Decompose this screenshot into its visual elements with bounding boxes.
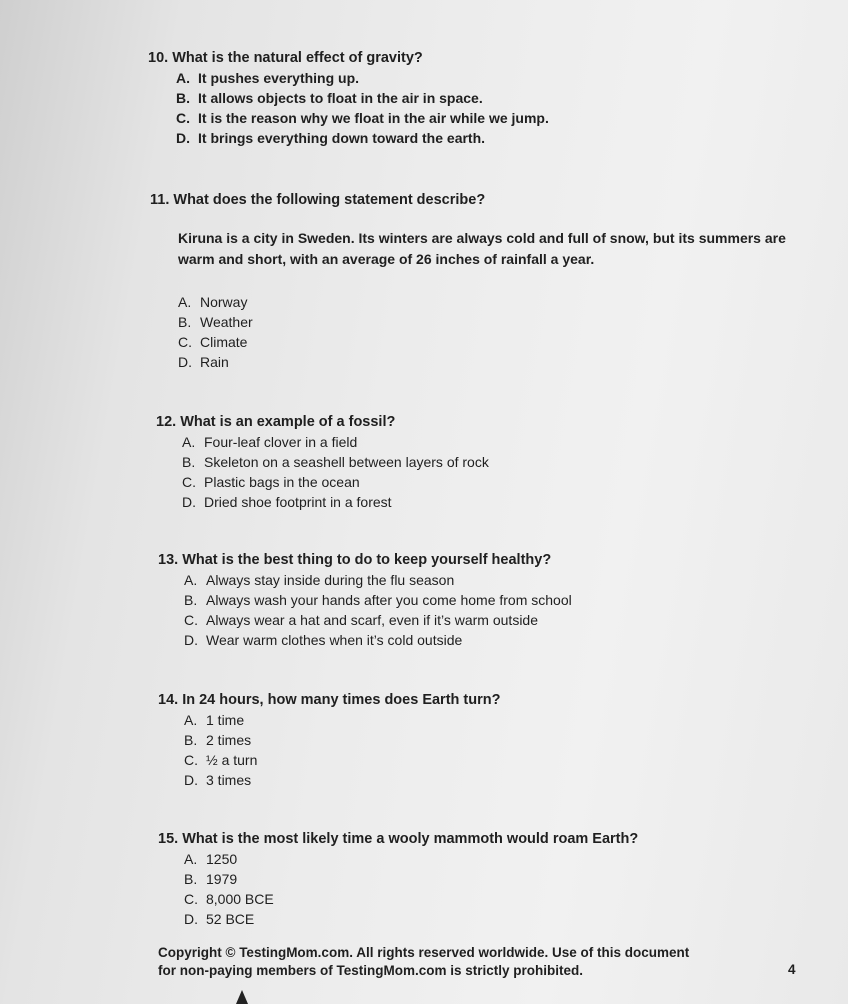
option-a[interactable]: A. 1250 <box>184 851 238 867</box>
option-d[interactable]: D. 52 BCE <box>184 911 255 927</box>
page-number: 4 <box>788 962 796 977</box>
question-15 <box>158 829 638 929</box>
option-a[interactable]: A. Always stay inside during the flu season <box>184 572 455 588</box>
question-number: 13. <box>158 552 179 568</box>
question-12 <box>156 412 489 512</box>
option-c[interactable]: C. It is the reason why we float in the air while we jump. <box>176 110 549 126</box>
question-text: In 24 hours, how many times does Earth turn? <box>182 692 501 708</box>
question-text: What is the best thing to do to keep yourself healthy? <box>182 552 552 568</box>
option-b[interactable]: B. Always wash your hands after you come home from school <box>184 592 572 608</box>
question-number: 15. <box>158 831 179 847</box>
passage <box>178 228 786 270</box>
question-text: What is the most likely time a wooly mammoth would roam Earth? <box>182 831 639 847</box>
option-b[interactable]: B. It allows objects to float in the air in space. <box>176 90 483 106</box>
options-list <box>184 710 500 790</box>
question-number: 11. <box>150 192 170 208</box>
option-a[interactable]: A. Norway <box>178 294 248 310</box>
question-title <box>156 412 489 432</box>
option-a[interactable]: A. Four-leaf clover in a field <box>182 434 358 450</box>
question-text: What is an example of a fossil? <box>180 414 396 430</box>
question-title <box>158 690 500 710</box>
question-text: What does the following statement describe? <box>173 192 486 208</box>
question-10 <box>148 48 549 148</box>
question-text: What is the natural effect of gravity? <box>172 50 423 66</box>
option-a[interactable]: A. It pushes everything up. <box>176 70 360 86</box>
option-b[interactable]: B. Skeleton on a seashell between layers of rock <box>182 454 489 470</box>
option-c[interactable]: C. Always wear a hat and scarf, even if it’s warm outside <box>184 612 539 628</box>
option-d[interactable]: D. It brings everything down toward the earth. <box>176 130 486 146</box>
option-d[interactable]: D. Dried shoe footprint in a forest <box>182 494 392 510</box>
option-c[interactable]: C. Plastic bags in the ocean <box>182 474 360 490</box>
options-list <box>184 570 572 650</box>
copyright-footer <box>158 944 689 980</box>
option-b[interactable]: B. Weather <box>178 314 253 330</box>
question-11 <box>150 190 485 210</box>
question-13 <box>158 550 572 650</box>
question-title <box>150 190 485 210</box>
options-list <box>176 68 549 148</box>
options-list <box>184 849 638 929</box>
options-list <box>182 432 489 512</box>
option-b[interactable]: B. 1979 <box>184 871 238 887</box>
copyright-line-1: Copyright © TestingMom.com. All rights reserved worldwide. Use of this document <box>158 945 690 960</box>
copyright-line-2: for non-paying members of TestingMom.com is strictly prohibited. <box>158 963 584 978</box>
question-14 <box>158 690 500 790</box>
option-d[interactable]: D. 3 times <box>184 772 252 788</box>
question-number: 14. <box>158 692 179 708</box>
passage-line-2: warm and short, with an average of 26 inches of rainfall a year. <box>178 251 595 267</box>
triangle-mark-icon <box>236 990 248 1004</box>
question-number: 12. <box>156 414 177 430</box>
question-title <box>158 550 572 570</box>
question-number: 10. <box>148 50 169 66</box>
question-title <box>158 829 638 849</box>
option-c[interactable]: C. Climate <box>178 334 248 350</box>
options-list <box>178 292 253 372</box>
option-a[interactable]: A. 1 time <box>184 712 245 728</box>
option-b[interactable]: B. 2 times <box>184 732 252 748</box>
option-c[interactable]: C. 8,000 BCE <box>184 891 274 907</box>
option-c[interactable]: C. ½ a turn <box>184 752 258 768</box>
option-d[interactable]: D. Wear warm clothes when it’s cold outside <box>184 632 463 648</box>
option-d[interactable]: D. Rain <box>178 354 229 370</box>
question-title <box>148 48 549 68</box>
passage-line-1: Kiruna is a city in Sweden. Its winters are always cold and full of snow, but its summers are <box>178 230 786 246</box>
